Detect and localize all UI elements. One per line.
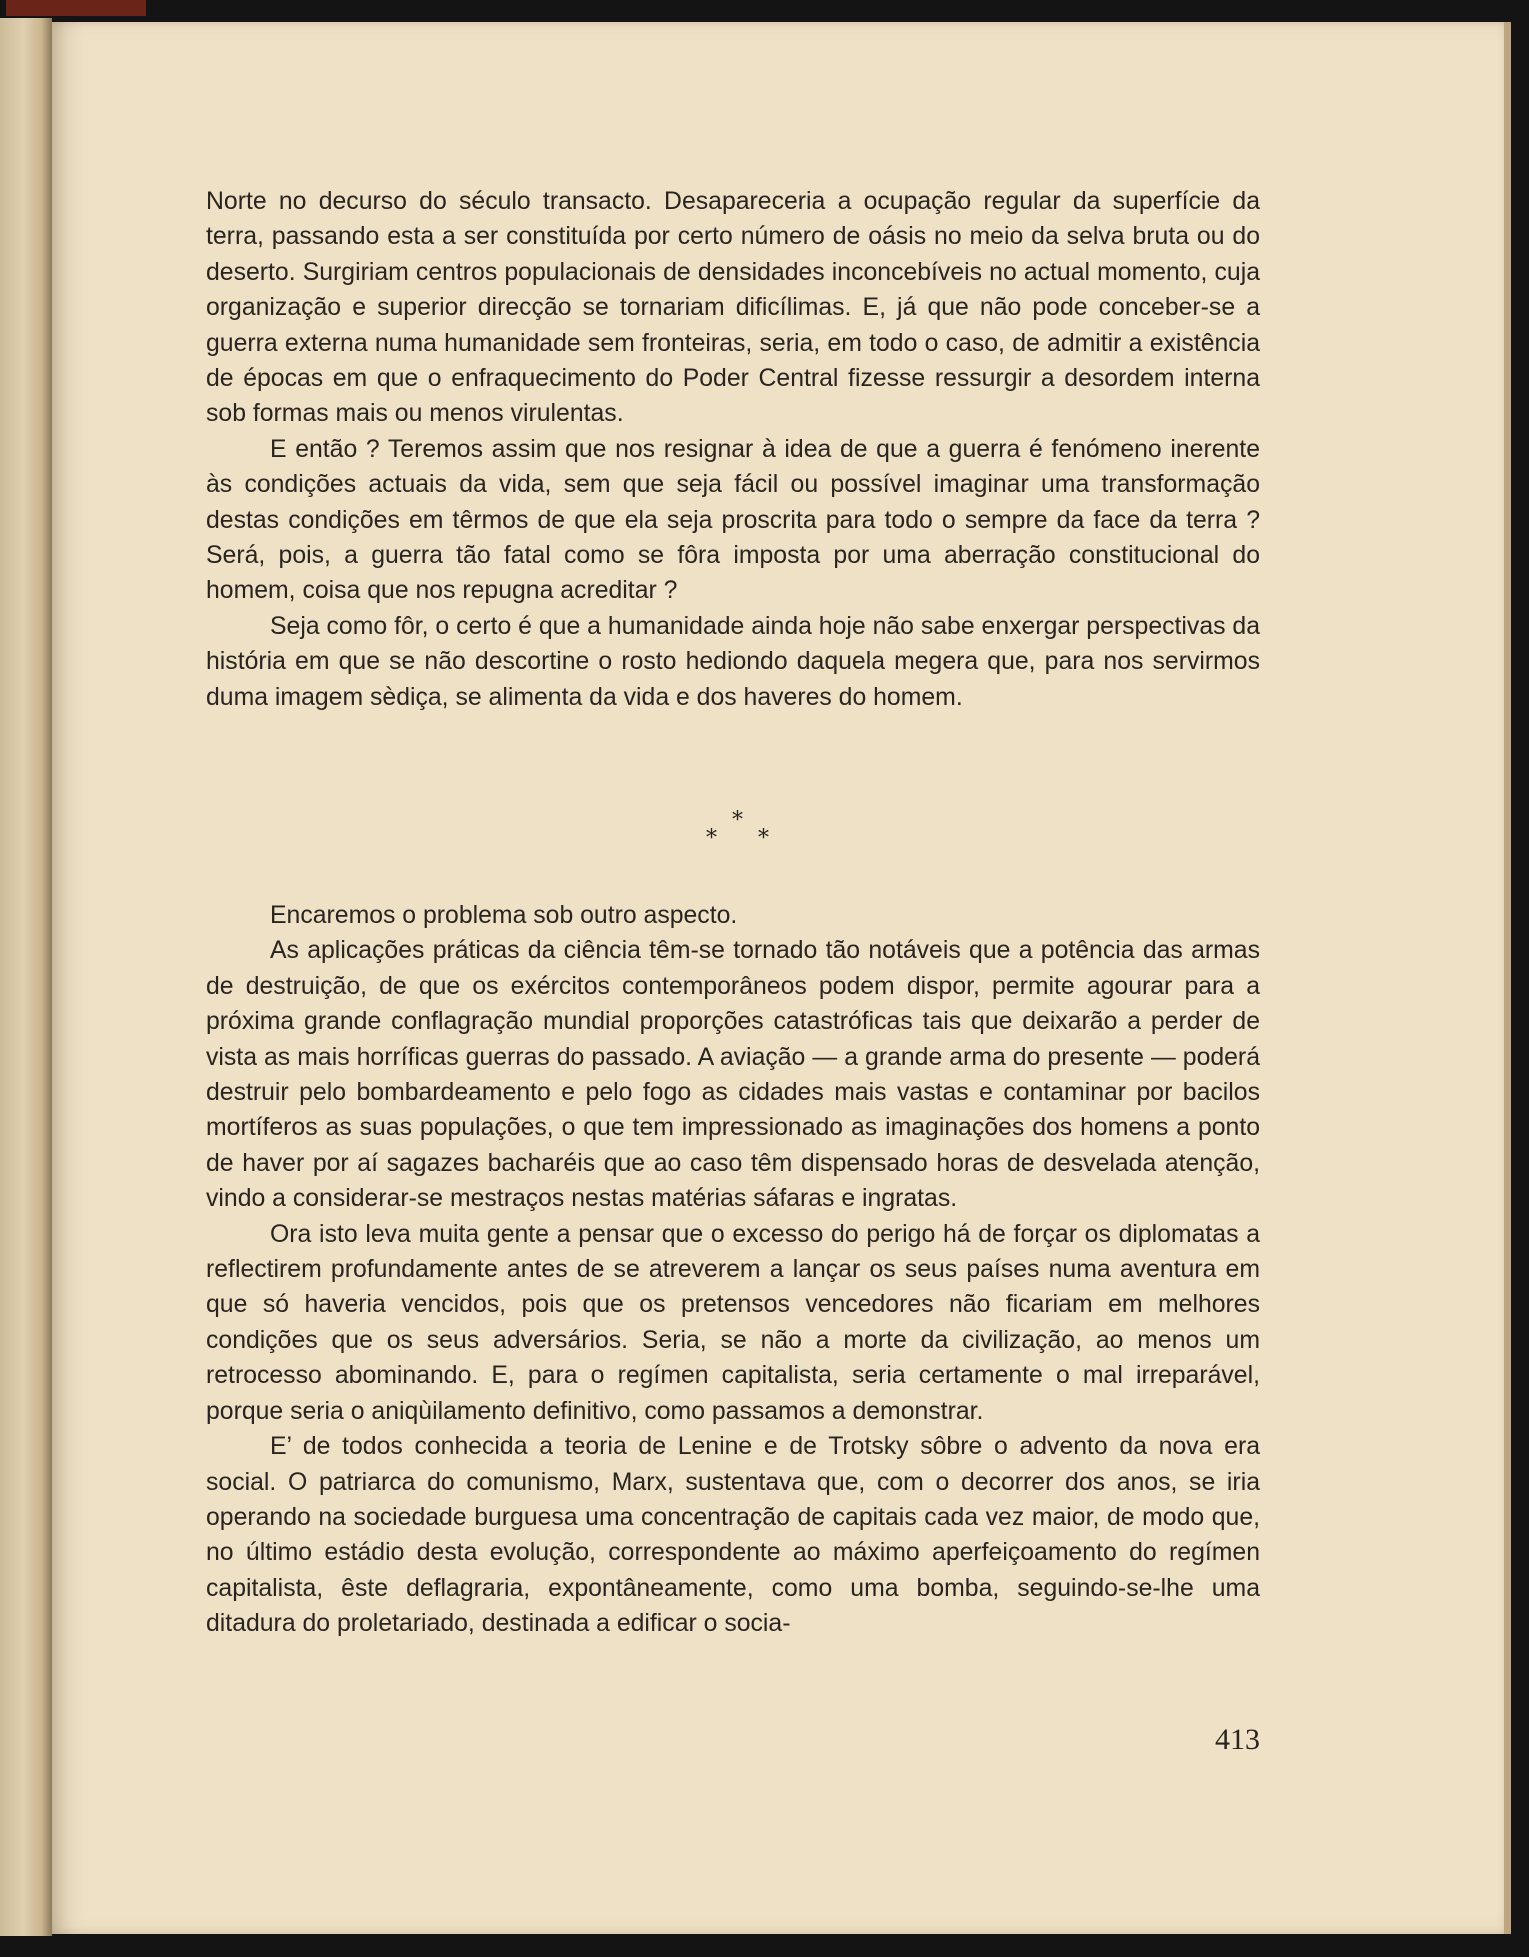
section-separator	[694, 808, 784, 858]
page-number: 413	[1215, 1723, 1260, 1756]
paragraph: E então ? Teremos assim que nos resignar à idea de que a guerra é fenómeno inerente às condições actuais da vida, sem que seja fácil ou possível imaginar uma transformação destas condições em têrmos de que ela seja proscrita para todo o sempre da face da terra ? Será, pois, a guerra tão fatal como se fôra imposta por uma aberração constitucional do homem, coisa que nos repugna acreditar ?	[206, 435, 1260, 605]
asterisk: *	[758, 826, 769, 851]
body-text-lower	[206, 898, 1260, 1642]
paragraph: Norte no decurso do século transacto. Desapareceria a ocupação regular da superfície da terra, passando esta a ser constituída por certo número de oásis no meio da selva bruta ou do deserto. Surgiriam centros populacionais de densidades inconcebíveis no actual momento, cuja organização e superior direcção se tornariam dificílimas. E, já que não pode conceber-se a guerra externa numa humanidade sem fronteiras, seria, em todo o caso, de admitir a existência de épocas em que o enfraquecimento do Poder Central fizesse ressurgir a desordem interna sob formas mais ou menos virulentas.	[206, 188, 1260, 428]
paragraph: E’ de todos conhecida a teoria de Lenine e de Trotsky sôbre o advento da nova era social. O patriarca do comunismo, Marx, sustentava que, com o decorrer dos anos, se iria operando na sociedade burguesa uma concentração de capitais cada vez maior, de modo que, no último estádio desta evolução, correspondente ao máximo aperfeiçoamento do regímen capitalista, êste deflagraria, expontâneamente, como uma bomba, seguindo-se-lhe uma ditadura do proletariado, destinada a edificar o socia-	[206, 1433, 1260, 1638]
asterisk: *	[706, 826, 717, 851]
paragraph: Encaremos o problema sob outro aspecto.	[270, 902, 738, 929]
page-edge	[1504, 22, 1511, 1934]
paragraph: Seja como fôr, o certo é que a humanidade ainda hoje não sabe enxergar perspectivas da história em que se não descortine o rosto hediondo daquela megera que, para nos servirmos duma imagem sèdiça, se alimenta da vida e dos haveres do homem.	[206, 612, 1260, 711]
paragraph: Ora isto leva muita gente a pensar que o excesso do perigo há de forçar os diplomatas a reflectirem profundamente antes de se atreverem a lançar os seus países numa aventura em que só haveria vencidos, pois que os pretensos vencedores não ficariam em melhores condições que os seus adversários. Seria, se não a morte da civilização, ao menos um retrocesso abominando. E, para o regímen capitalista, seria certamente o mal irreparável, porque seria o aniqùilamento definitivo, como passamos a demonstrar.	[206, 1220, 1260, 1425]
book-spine	[0, 18, 52, 1936]
binding-edge	[6, 0, 146, 16]
paragraph: As aplicações práticas da ciência têm-se tornado tão notáveis que a potência das armas de destruição, de que os exércitos contemporâneos podem dispor, permite agourar para a próxima grande conflagração mundial proporções catastróficas tais que deixarão a perder de vista as mais horríficas guerras do passado. A aviação — a grande arma do presente — poderá destruir pelo bombardeamento e pelo fogo as cidades mais vastas e contaminar por bacilos mortíferos as suas populações, o que tem impressionado as imaginações dos homens a ponto de haver por aí sagazes bacharéis que ao caso têm dispensado horas de desvelada atenção, vindo a considerar-se mestraços nestas matérias sáfaras e ingratas.	[206, 937, 1260, 1213]
body-text-upper	[206, 184, 1260, 715]
asterisk: *	[732, 808, 743, 833]
